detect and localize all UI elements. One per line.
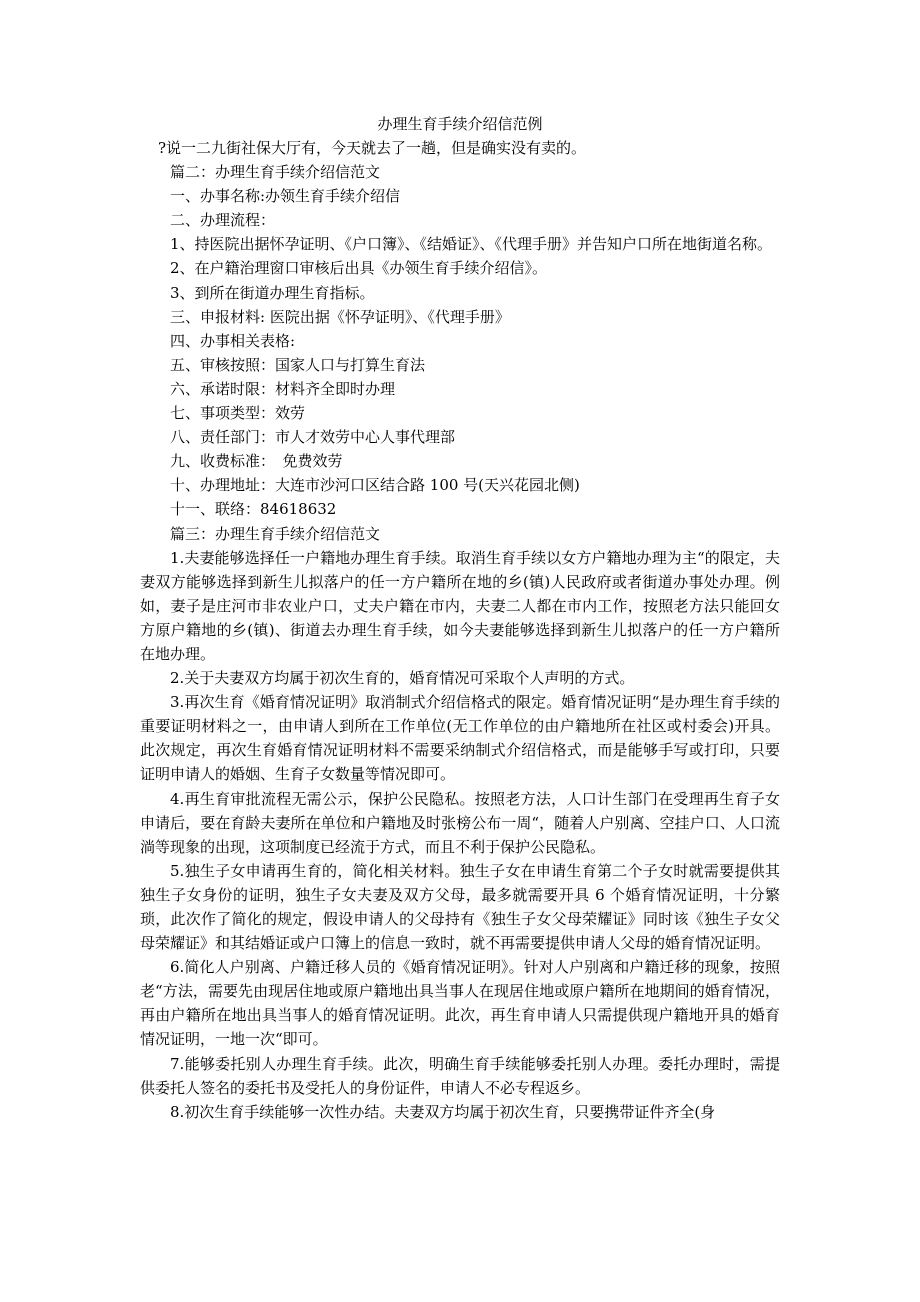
paragraph: 十一、联络：84618632 bbox=[170, 500, 337, 519]
paragraph: 1.夫妻能够选择任一户籍地办理生育手续。取消生育手续以女方户籍地办理为主“的限定，夫妻双方能够选择到新生儿拟落户的任一方户籍所在地的乡(镇)人民政府或者街道办事处办理。例如，妻子是庄河市非农业户口，丈夫户籍在市内，夫妻二人都在市内工作，按照老方法只能回女方原户籍地的乡(镇)、街道去办理生育手续，如今夫妻能够选择到新生儿拟落户的任一方户籍所在地办理。 bbox=[140, 548, 780, 663]
paragraph: 2、在户籍治理窗口审核后出具《办领生育手续介绍信》。 bbox=[170, 259, 548, 278]
document-title: 办理生育手续介绍信范例 bbox=[377, 115, 543, 133]
paragraph: 3、到所在街道办理生育指标。 bbox=[170, 283, 375, 302]
paragraph: 三、申报材料: 医院出据《怀孕证明》、《代理手册》 bbox=[170, 307, 510, 326]
document-body bbox=[140, 136, 780, 1124]
paragraph: 八、责任部门：市人才效劳中心人事代理部 bbox=[170, 428, 456, 447]
paragraph: 2.关于夫妻双方均属于初次生育的，婚育情况可采取个人声明的方式。 bbox=[170, 669, 635, 688]
section-heading: 篇二：办理生育手续介绍信范文 bbox=[170, 163, 381, 182]
paragraph: 4.再生育审批流程无需公示，保护公民隐私。按照老方法，人口计生部门在受理再生育子女申请后，要在育龄夫妻所在单位和户籍地及时张榜公布一周“，随着人户别离、空挂户口、人口流淌等现象的出现，这项制度已经流于方式，而且不利于保护公民隐私。 bbox=[140, 789, 780, 856]
paragraph: 7.能够委托别人办理生育手续。此次，明确生育手续能够委托别人办理。委托办理时，需提供委托人签名的委托书及受托人的身份证件，申请人不必专程返乡。 bbox=[140, 1054, 780, 1097]
paragraph: 8.初次生育手续能够一次性办结。夫妻双方均属于初次生育，只要携带证件齐全(身 bbox=[170, 1102, 716, 1121]
paragraph: 九、收费标准： 免费效劳 bbox=[170, 452, 343, 471]
paragraph: 1、持医院出据怀孕证明、《户口簿》、《结婚证》、《代理手册》并告知户口所在地街道名称。 bbox=[170, 235, 773, 254]
paragraph: 一、办事名称:办领生育手续介绍信 bbox=[170, 187, 401, 206]
paragraph: 二、办理流程： bbox=[170, 211, 276, 230]
paragraph: 六、承诺时限：材料齐全即时办理 bbox=[170, 379, 396, 398]
paragraph: ?说一二九街社保大厅有，今天就去了一趟，但是确实没有卖的。 bbox=[158, 139, 587, 157]
section-heading: 篇三：办理生育手续介绍信范文 bbox=[170, 524, 381, 543]
paragraph: 四、办事相关表格: bbox=[170, 331, 296, 350]
paragraph: 3.再次生育《婚育情况证明》取消制式介绍信格式的限定。婚育情况证明“是办理生育手续的重要证明材料之一，由申请人到所在工作单位(无工作单位的由户籍地所在社区或村委会)开具。此次规定，再次生育婚育情况证明材料不需要采纳制式介绍信格式，而是能够手写或打印，只要证明申请人的婚姻、生育子女数量等情况即可。 bbox=[140, 693, 780, 784]
paragraph: 十、办理地址：大连市沙河口区结合路 100 号(天兴花园北侧) bbox=[170, 476, 580, 495]
paragraph: 七、事项类型：效劳 bbox=[170, 404, 306, 423]
paragraph: 5.独生子女申请再生育的，简化相关材料。独生子女在申请生育第二个子女时就需要提供其独生子女身份的证明，独生子女夫妻及双方父母，最多就需要开具 6 个婚育情况证明，十分繁琐，此次作了简化的规定，假设申请人的父母持有《独生子女父母荣耀证》同时该《独生子女父母荣耀证》和其结婚证或户口簿上的信息一致时，就不再需要提供申请人父母的婚育情况证明。 bbox=[140, 861, 780, 953]
paragraph: 五、审核按照：国家人口与打算生育法 bbox=[170, 355, 426, 374]
paragraph: 6.简化人户别离、户籍迁移人员的《婚育情况证明》。针对人户别离和户籍迁移的现象，按照老“方法，需要先由现居住地或原户籍地出具当事人在现居住地或原户籍所在地期间的婚育情况，再由户籍所在地出具当事人的婚育情况证明。此次，再生育申请人只需提供现户籍地开具的婚育情况证明，一地一次“即可。 bbox=[140, 958, 780, 1049]
